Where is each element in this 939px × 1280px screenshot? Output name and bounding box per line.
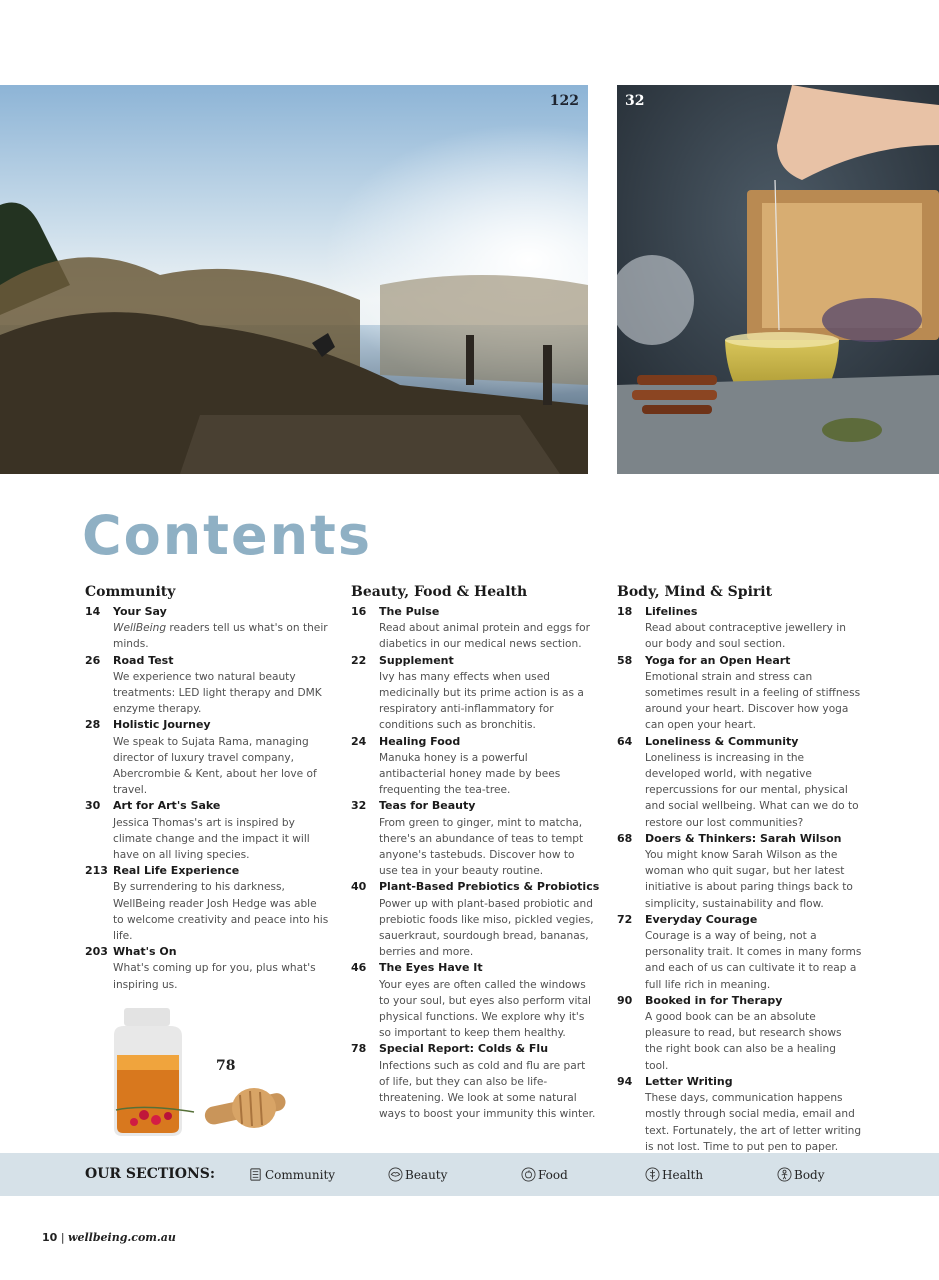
entry-title: Healing Food xyxy=(379,734,461,748)
tea-page-ref: 32 xyxy=(625,93,645,109)
entry-title: Yoga for an Open Heart xyxy=(645,653,791,667)
entry-page-number: 24 xyxy=(351,734,367,748)
entry-title: The Pulse xyxy=(379,605,440,618)
contents-entry[interactable] xyxy=(351,879,600,960)
entry-page-number: 94 xyxy=(617,1074,633,1088)
entry-page-number: 78 xyxy=(351,1042,367,1056)
entry-description: You might know Sarah Wilson as the woman who quit sugar, but her latest initiative is about paring things back to simplicity, sustainability and flow. xyxy=(645,849,853,910)
entry-description: Loneliness is increasing in the developed world, with negative repercussions for our mental, physical and social wellbeing. What can we do to restore our lost communities? xyxy=(645,751,859,829)
entry-page-number: 22 xyxy=(351,653,367,667)
entry-description: We experience two natural beauty treatments: LED light therapy and DMK enzyme therapy. xyxy=(113,670,322,716)
community-icon xyxy=(248,1167,263,1182)
section-body[interactable] xyxy=(777,1167,825,1182)
footer-separator: | xyxy=(60,1231,65,1244)
lips-icon xyxy=(388,1167,403,1182)
entry-title: Art for Art's Sake xyxy=(113,799,221,813)
entry-description: Read about contraceptive jewellery in our body and soul section. xyxy=(645,622,846,651)
contents-entry[interactable] xyxy=(85,653,330,718)
contents-column-community xyxy=(85,583,330,993)
contents-entry[interactable] xyxy=(617,831,862,912)
body-icon xyxy=(777,1167,792,1182)
contents-entry[interactable] xyxy=(351,604,596,653)
entry-title: Special Report: Colds & Flu xyxy=(379,1042,549,1056)
entry-description: Your eyes are often called the windows to your soul, but eyes also perform vital physical functions. We explore why it's so important to keep them healthy. xyxy=(379,978,592,1040)
section-label: Food xyxy=(538,1167,568,1182)
entry-description: These days, communication happens mostly through social media, email and text. Fortunately, the art of letter writing is not lost. Time to put pen to paper. xyxy=(645,1092,862,1153)
entry-page-number: 203 xyxy=(85,945,108,959)
section-label: Beauty xyxy=(405,1167,448,1182)
section-food[interactable] xyxy=(521,1167,568,1182)
page-footer xyxy=(42,1231,176,1244)
entry-description: By surrendering to his darkness, WellBeing reader Josh Hedge was able to welcome creativity and peace into his life. xyxy=(113,881,329,943)
entry-page-number: 58 xyxy=(617,653,633,667)
entry-title: Loneliness & Community xyxy=(645,734,799,748)
honey-jar-image xyxy=(104,1000,294,1145)
entry-page-number: 46 xyxy=(351,961,367,975)
entry-page-number: 18 xyxy=(617,605,633,618)
entry-description: Jessica Thomas's art is inspired by climate change and the impact it will have on all living species. xyxy=(113,816,310,862)
entry-description: What's coming up for you, plus what's inspiring us. xyxy=(113,962,316,991)
contents-entry[interactable] xyxy=(617,993,862,1074)
column-heading: Beauty, Food & Health xyxy=(351,584,528,600)
section-label: Community xyxy=(265,1167,336,1182)
contents-entry[interactable] xyxy=(85,863,330,944)
lake-page-ref: 122 xyxy=(549,93,579,109)
contents-entry[interactable] xyxy=(617,604,862,653)
honey-photo xyxy=(104,1000,294,1145)
page-title: Contents xyxy=(82,504,373,567)
contents-entry[interactable] xyxy=(351,1041,596,1122)
tea-image xyxy=(617,85,939,474)
section-label: Health xyxy=(662,1167,704,1182)
entry-title: Everyday Courage xyxy=(645,912,758,926)
entry-title: Booked in for Therapy xyxy=(645,993,783,1007)
contents-entry[interactable] xyxy=(351,653,596,734)
entry-description-emphasis: WellBeing xyxy=(113,622,167,635)
entry-page-number: 28 xyxy=(85,718,101,732)
entry-title: Letter Writing xyxy=(645,1074,733,1088)
contents-entry[interactable] xyxy=(617,734,862,831)
contents-entry[interactable] xyxy=(617,912,862,993)
honey-page-ref: 78 xyxy=(216,1058,236,1074)
entry-title: Real Life Experience xyxy=(113,864,240,878)
entry-page-number: 26 xyxy=(85,653,101,667)
section-health[interactable] xyxy=(645,1167,703,1182)
footer-site-link[interactable]: wellbeing.com.au xyxy=(68,1231,176,1244)
entry-title: Teas for Beauty xyxy=(379,799,476,813)
entry-title: Your Say xyxy=(113,605,167,618)
contents-entry[interactable] xyxy=(351,960,596,1041)
entry-title: Doers & Thinkers: Sarah Wilson xyxy=(645,831,842,845)
entry-title: What's On xyxy=(113,945,177,959)
entry-page-number: 64 xyxy=(617,734,633,748)
entry-description: Read about animal protein and eggs for diabetics in our medical news section. xyxy=(379,622,590,651)
apple-icon xyxy=(521,1167,536,1182)
entry-description: Ivy has many effects when used medicinally but its prime action is as a respiratory anti-inflammatory for conditions such as bronchitis. xyxy=(379,670,584,732)
section-label: Body xyxy=(794,1167,825,1182)
section-community[interactable] xyxy=(248,1167,335,1182)
entry-page-number: 40 xyxy=(351,880,367,894)
contents-entry[interactable] xyxy=(351,734,596,799)
our-sections-bar xyxy=(0,1153,939,1196)
entry-page-number: 30 xyxy=(85,799,101,813)
lake-image xyxy=(0,85,588,474)
entry-page-number: 72 xyxy=(617,912,633,926)
column-heading: Body, Mind & Spirit xyxy=(617,584,773,600)
entry-description: From green to ginger, mint to matcha, there's an abundance of teas to tempt anyone's tastebuds. Discover how to use tea in your beauty routine. xyxy=(379,816,584,878)
entry-description: Manuka honey is a powerful antibacterial honey made by bees frequenting the tea-tree. xyxy=(379,751,561,797)
contents-column-beauty-food-health xyxy=(351,583,600,1123)
entry-description: Emotional strain and stress can sometimes result in a feeling of stiffness around your heart. Discover how yoga can open your heart. xyxy=(645,670,861,732)
entry-page-number: 68 xyxy=(617,831,633,845)
entry-page-number: 213 xyxy=(85,864,108,878)
entry-description xyxy=(113,620,330,652)
health-icon xyxy=(645,1167,660,1182)
entry-page-number: 16 xyxy=(351,605,367,618)
entry-description-text: readers tell us what's on their minds. xyxy=(113,622,328,651)
entry-page-number: 32 xyxy=(351,799,367,813)
entry-title: Holistic Journey xyxy=(113,718,211,732)
entry-title: Road Test xyxy=(113,653,174,667)
entry-page-number: 14 xyxy=(85,605,101,618)
contents-entry[interactable] xyxy=(85,717,330,798)
contents-entry[interactable] xyxy=(85,604,330,653)
contents-entry[interactable] xyxy=(351,798,596,879)
entry-description: Power up with plant-based probiotic and prebiotic foods like miso, pickled vegies, sauerkraut, sourdough bread, bananas, berries and more. xyxy=(379,897,594,959)
entry-description: Infections such as cold and flu are part of life, but they can also be life-threatening. We look at some natural ways to boost your immunity this winter. xyxy=(379,1059,596,1121)
tea-photo xyxy=(617,85,939,474)
entry-description: Courage is a way of being, not a personality trait. It comes in many forms and each of us can cultivate it to reap a full life rich in meaning. xyxy=(645,930,862,991)
contents-entry[interactable] xyxy=(85,798,330,863)
footer-page-number: 10 xyxy=(42,1231,58,1244)
contents-entry[interactable] xyxy=(617,1074,862,1155)
entry-title: Lifelines xyxy=(645,605,698,618)
entry-title: Supplement xyxy=(379,653,454,667)
column-heading: Community xyxy=(85,584,176,600)
contents-entry[interactable] xyxy=(85,944,330,993)
entry-description: A good book can be an absolute pleasure to read, but research shows the right book can also be a healing tool. xyxy=(645,1011,842,1072)
entry-description: We speak to Sujata Rama, managing director of luxury travel company, Abercrombie & Kent, about her love of travel. xyxy=(113,735,317,797)
contents-column-body-mind-spirit xyxy=(617,583,862,1155)
entry-title: Plant-Based Prebiotics & Probiotics xyxy=(379,880,600,894)
entry-title: The Eyes Have It xyxy=(379,961,483,975)
sections-label: OUR SECTIONS: xyxy=(85,1166,216,1182)
contents-entry[interactable] xyxy=(617,653,862,734)
entry-page-number: 90 xyxy=(617,993,633,1007)
lake-photo xyxy=(0,85,588,474)
section-beauty[interactable] xyxy=(388,1167,447,1182)
